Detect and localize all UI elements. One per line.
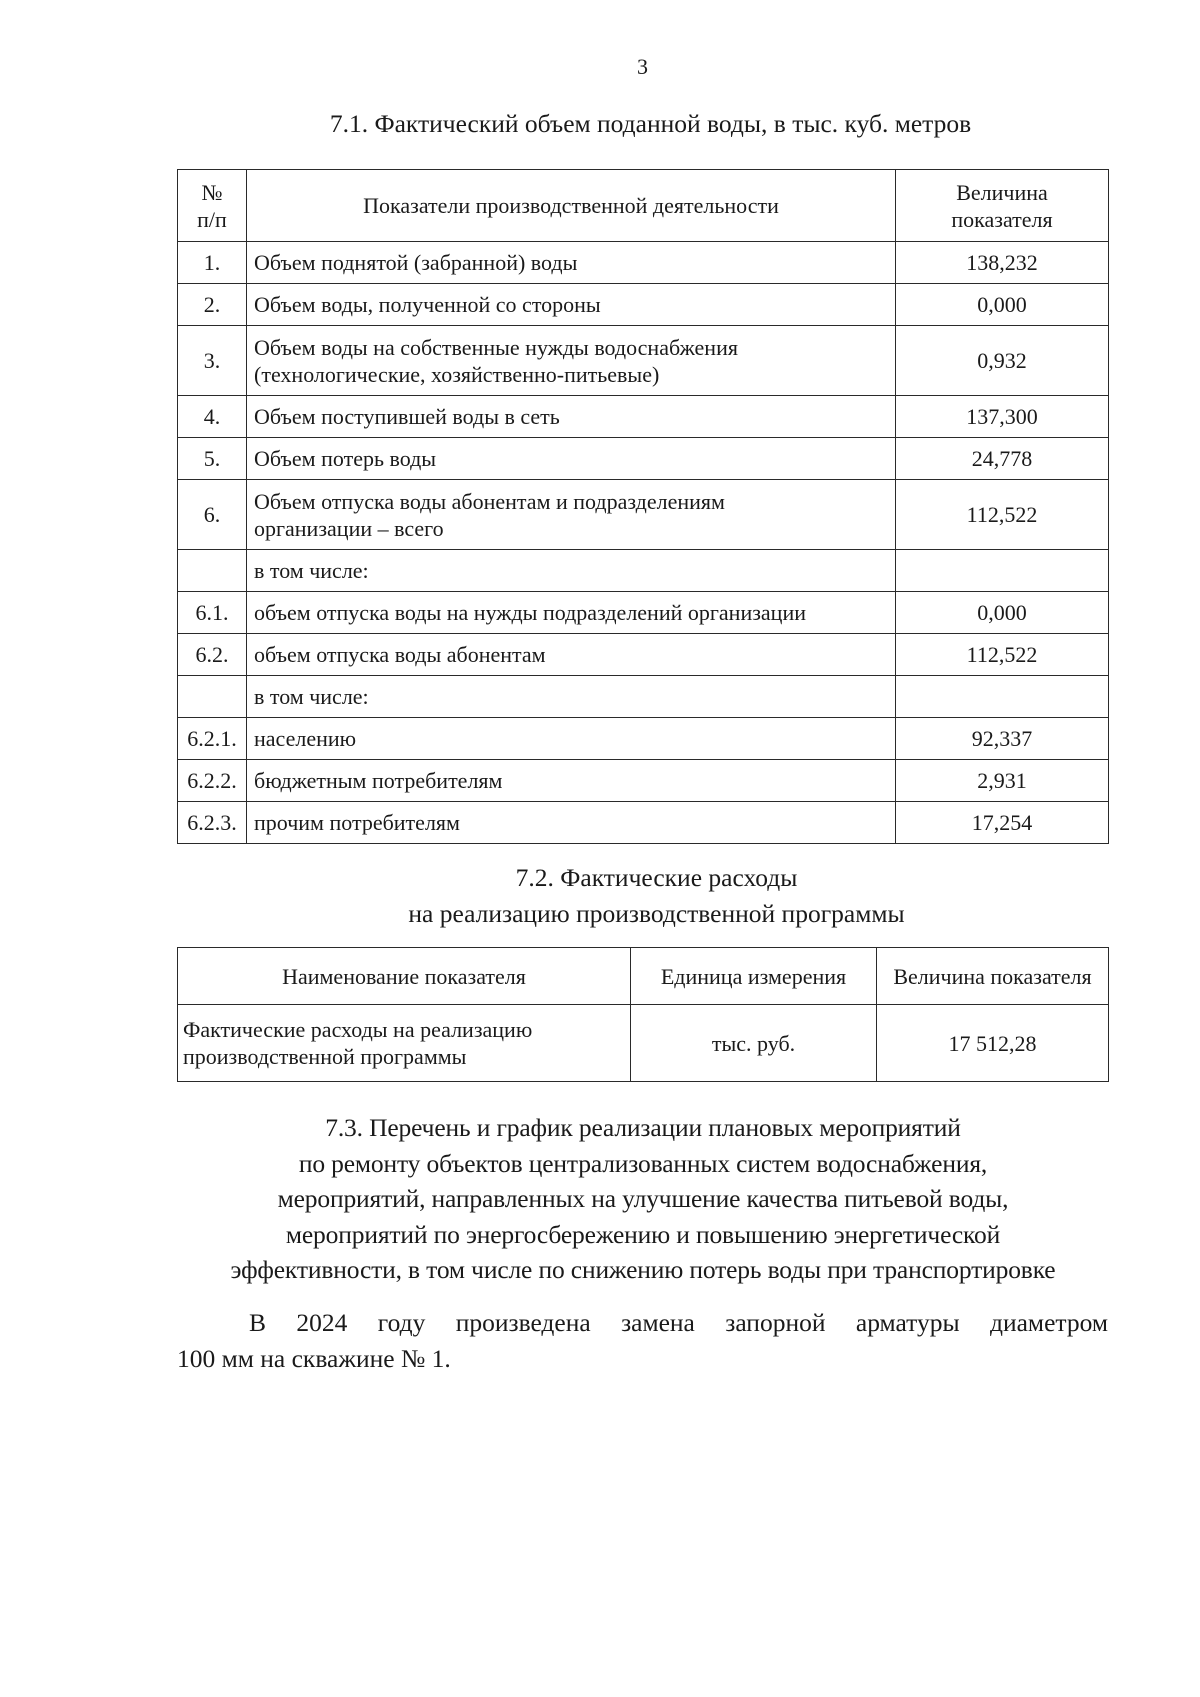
expenses-table (177, 947, 1109, 1082)
header-value-line2: показателя (951, 206, 1053, 232)
section-7-3-title-line1: 7.3. Перечень и график реализации плановых мероприятий (325, 1113, 961, 1142)
row-number: 6.2. (178, 634, 247, 676)
table-row (178, 480, 1109, 550)
header-number-symbol: № (201, 179, 223, 205)
row-label: населению (247, 718, 896, 760)
row-value (896, 550, 1109, 592)
row-value (896, 676, 1109, 718)
row-label: в том числе: (247, 550, 896, 592)
water-volume-table (177, 169, 1109, 844)
row-number: 6. (178, 480, 247, 550)
section-7-3-title-line4: мероприятий по энергосбережению и повышению энергетической (285, 1219, 1001, 1249)
section-7-1-title (185, 106, 1116, 142)
table-row (178, 634, 1109, 676)
table-header-row (178, 170, 1109, 242)
row-label-line2: (технологические, хозяйственно-питьевые) (254, 361, 660, 387)
row-label: Объем потерь воды (247, 438, 896, 480)
section-7-2-title (191, 860, 1122, 931)
row-value: 0,932 (896, 326, 1109, 396)
section-7-3-title-line5: эффективности, в том числе по снижению потерь воды при транспортировке (230, 1255, 1056, 1284)
row-value: 112,522 (896, 480, 1109, 550)
row-label: бюджетным потребителям (247, 760, 896, 802)
row-value: 0,000 (896, 284, 1109, 326)
row-name-line1: Фактические расходы на реализацию (183, 1017, 533, 1042)
paragraph-line2: 100 мм на скважине № 1. (177, 1343, 451, 1373)
row-number: 2. (178, 284, 247, 326)
row-label-line1: Объем воды на собственные нужды водоснабжения (254, 334, 738, 360)
section-7-3-paragraph (177, 1305, 1108, 1376)
row-label: Объем воды, полученной со стороны (247, 284, 896, 326)
header-unit: Единица измерения (631, 948, 877, 1005)
header-number (178, 170, 247, 242)
row-number (178, 676, 247, 718)
section-7-2-title-line2: на реализацию производственной программы (408, 898, 905, 928)
paragraph-line1: В 2024 году произведена замена запорной арматуры диаметром (249, 1308, 1108, 1337)
section-7-3-title-line2: по ремонту объектов централизованных систем водоснабжения, (298, 1148, 988, 1178)
section-7-3-title-line3: мероприятий, направленных на улучшение качества питьевой воды, (277, 1184, 1009, 1213)
row-label: прочим потребителям (247, 802, 896, 844)
header-number-abbr: п/п (197, 206, 227, 232)
table-row (178, 760, 1109, 802)
table-row (178, 396, 1109, 438)
row-unit: тыс. руб. (631, 1005, 877, 1082)
row-number: 6.2.3. (178, 802, 247, 844)
row-label (247, 326, 896, 396)
row-value: 138,232 (896, 242, 1109, 284)
table-row (178, 592, 1109, 634)
row-label (247, 480, 896, 550)
section-7-3-title (172, 1110, 1114, 1288)
row-value: 17 512,28 (877, 1005, 1109, 1082)
table-header-row (178, 948, 1109, 1005)
row-name (178, 1005, 631, 1082)
row-value: 0,000 (896, 592, 1109, 634)
row-value: 17,254 (896, 802, 1109, 844)
row-number (178, 550, 247, 592)
row-number: 3. (178, 326, 247, 396)
page-number: 3 (637, 54, 648, 79)
table-row (178, 1005, 1109, 1082)
row-number: 6.2.2. (178, 760, 247, 802)
table-row (178, 326, 1109, 396)
row-number: 5. (178, 438, 247, 480)
row-value: 2,931 (896, 760, 1109, 802)
table-row (178, 802, 1109, 844)
row-value: 137,300 (896, 396, 1109, 438)
row-label-line1: Объем отпуска воды абонентам и подразделениям (254, 488, 725, 514)
header-value-line1: Величина (956, 179, 1048, 205)
section-7-2-title-line1: 7.2. Фактические расходы (515, 863, 798, 892)
header-value (896, 170, 1109, 242)
row-number: 6.1. (178, 592, 247, 634)
table-row (178, 550, 1109, 592)
row-label: Объем поступившей воды в сеть (247, 396, 896, 438)
row-label-line2: организации – всего (254, 515, 444, 541)
row-name-line2: производственной программы (183, 1044, 467, 1069)
table-row (178, 438, 1109, 480)
row-label: объем отпуска воды абонентам (247, 634, 896, 676)
row-number: 4. (178, 396, 247, 438)
row-label: объем отпуска воды на нужды подразделений организации (247, 592, 896, 634)
header-value: Величина показателя (877, 948, 1109, 1005)
row-value: 24,778 (896, 438, 1109, 480)
row-value: 112,522 (896, 634, 1109, 676)
row-number: 6.2.1. (178, 718, 247, 760)
section-7-1-title-text: 7.1. Фактический объем поданной воды, в тыс. куб. метров (329, 109, 972, 138)
table-row (178, 676, 1109, 718)
table-row (178, 284, 1109, 326)
row-number: 1. (178, 242, 247, 284)
header-name: Наименование показателя (178, 948, 631, 1005)
row-label: Объем поднятой (забранной) воды (247, 242, 896, 284)
header-indicator: Показатели производственной деятельности (247, 170, 896, 242)
row-label: в том числе: (247, 676, 896, 718)
table-row (178, 718, 1109, 760)
row-value: 92,337 (896, 718, 1109, 760)
table-row (178, 242, 1109, 284)
